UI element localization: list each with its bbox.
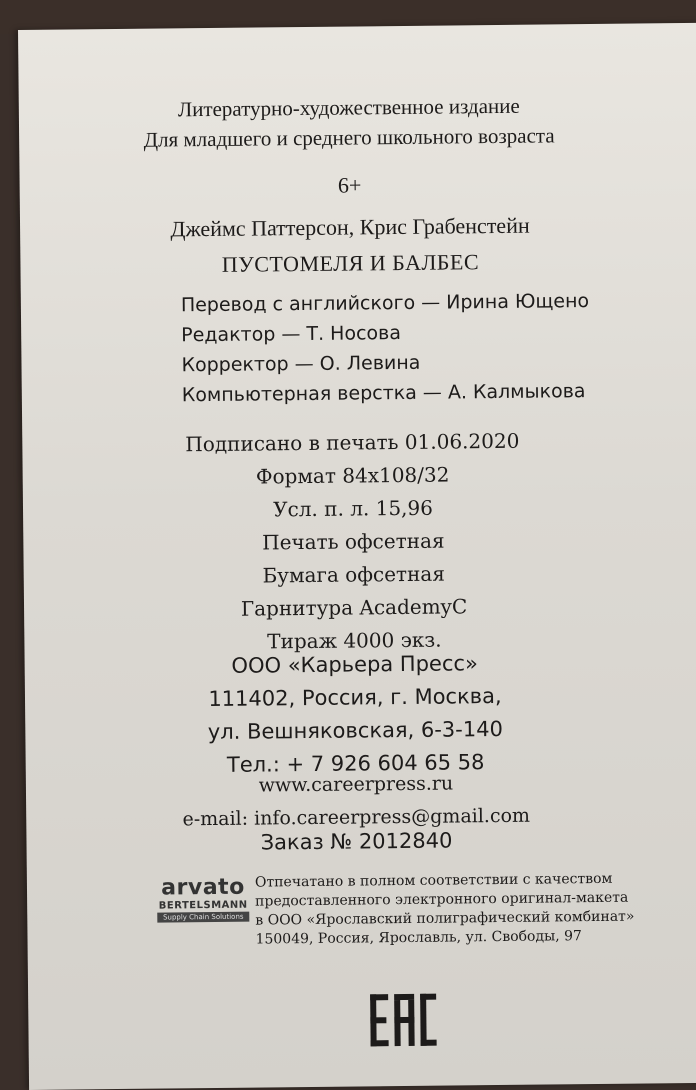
audience-line: Для младшего и среднего школьного возраста — [143, 123, 555, 152]
printer-line-1: Отпечатано в полном соответствии с качеством — [254, 870, 613, 891]
logo-sub: BERTELSMANN — [158, 899, 248, 912]
printer-address: 150049, Россия, Ярославль, ул. Свободы, 97 — [255, 928, 583, 948]
credit-proofreader: Корректор — О. Левина — [181, 351, 421, 377]
printer-line-3: в ООО «Ярославский полиграфический комбинат» — [255, 908, 635, 929]
printer-line-2: предоставленного электронного оригинал-макета — [255, 889, 629, 910]
arvato-logo — [157, 876, 249, 923]
spec-print-run: Тираж 4000 экз. — [267, 627, 442, 654]
publisher-name: ООО «Карьера Пресс» — [231, 651, 478, 678]
age-rating: 6+ — [337, 172, 362, 198]
genre-block — [19, 89, 680, 156]
spec-sheets: Усл. п. л. 15,96 — [273, 495, 434, 522]
publisher-city: 111402, Россия, г. Москва, — [208, 683, 502, 712]
publisher-info — [25, 645, 686, 784]
printer-info — [255, 869, 696, 950]
credits-list — [181, 286, 590, 410]
publisher-street: ул. Вешняковская, 6-3-140 — [207, 716, 504, 745]
spec-signed: Подписано в печать 01.06.2020 — [185, 428, 520, 457]
spec-paper: Бумага офсетная — [262, 561, 446, 588]
credit-translator: Перевод с английского — Ирина Ющено — [180, 290, 590, 317]
credit-editor: Редактор — Т. Носова — [181, 322, 402, 347]
book-page — [18, 23, 696, 1090]
email-address: e-mail: info.careerpress@gmail.com — [182, 804, 531, 831]
logo-tag: Supply Chain Solutions — [157, 912, 249, 923]
publisher-phone: Тел.: + 7 926 604 65 58 — [226, 750, 485, 777]
spec-format: Формат 84x108/32 — [255, 462, 450, 489]
spec-typeface: Гарнитура AcademyC — [240, 594, 468, 621]
spec-printing: Печать офсетная — [262, 528, 445, 555]
authors: Джеймс Паттерсон, Крис Грабенстейн — [170, 212, 530, 242]
print-specs — [22, 423, 684, 661]
credit-layout: Компьютерная верстка — А. Калмыкова — [181, 380, 586, 407]
logo-brand: arvato — [161, 874, 245, 901]
genre-line: Литературно-художественное издание — [177, 93, 520, 122]
website-link: www.careerpress.ru — [258, 772, 454, 797]
order-number: Заказ № 2012840 — [260, 828, 453, 855]
eac-mark-icon — [368, 992, 439, 1049]
book-title: ПУСТОМЕЛЯ И БАЛБЕС — [221, 249, 480, 277]
